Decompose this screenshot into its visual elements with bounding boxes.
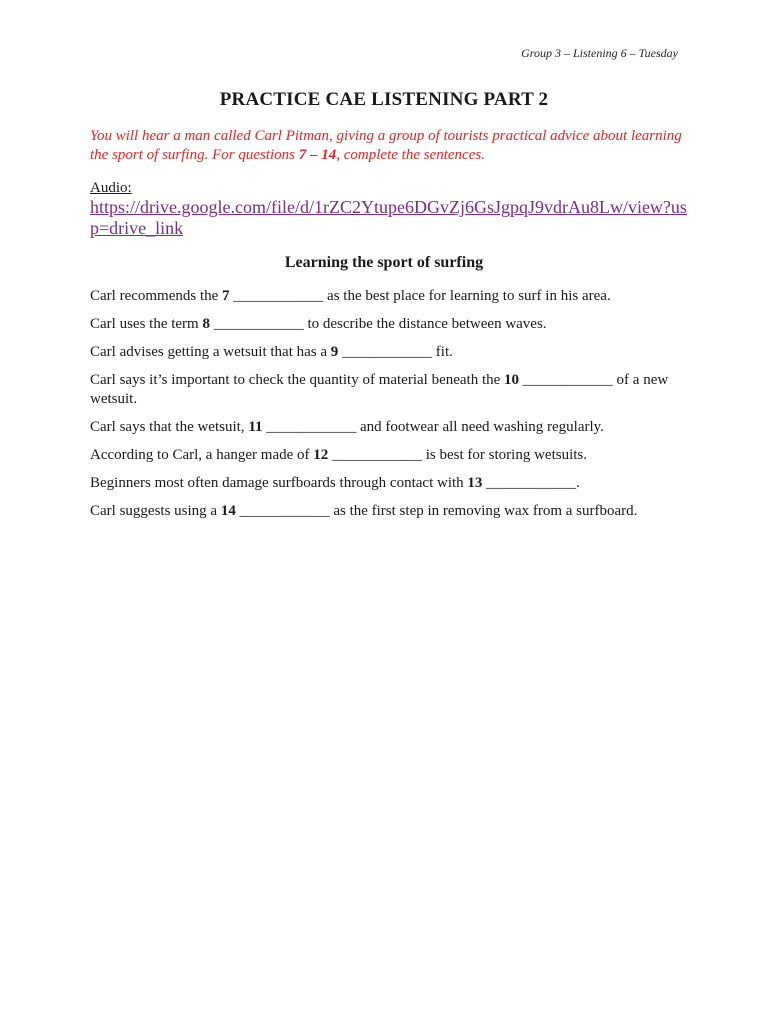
question-text: Carl advises getting a wetsuit that has a (90, 344, 331, 360)
question-text: Carl says that the wetsuit, (90, 419, 249, 435)
page-title: PRACTICE CAE LISTENING PART 2 (219, 89, 549, 110)
question-7 (90, 287, 690, 306)
question-text-end: fit. (435, 344, 453, 360)
question-9 (90, 343, 690, 362)
section-title: Learning the sport of surfing (284, 254, 484, 271)
question-text-end: is best for storing wetsuits. (425, 447, 587, 463)
question-13 (90, 474, 690, 493)
answer-blank: ____________ (262, 419, 360, 435)
answer-blank: ____________ (328, 447, 426, 463)
question-number: 10 (504, 372, 520, 388)
question-14 (90, 502, 690, 521)
question-text: According to Carl, a hanger made of (90, 447, 314, 463)
audio-label: Audio: (90, 180, 132, 196)
question-text: Beginners most often damage surfboards through contact with (90, 475, 468, 491)
question-text-end: . (576, 475, 580, 491)
question-text: Carl says it’s important to check the quantity of material beneath the (90, 372, 505, 388)
page-header: Group 3 – Listening 6 – Tuesday (521, 46, 678, 60)
question-8 (90, 315, 690, 334)
question-12 (90, 446, 690, 465)
question-text-end: as the first step in removing wax from a surfboard. (333, 503, 638, 519)
question-number: 12 (313, 447, 329, 463)
question-text-end: as the best place for learning to surf in his area. (327, 288, 611, 304)
question-11 (90, 418, 690, 437)
answer-blank: ____________ (338, 344, 436, 360)
question-text-end: to describe the distance between waves. (307, 316, 547, 332)
question-number: 8 (202, 316, 210, 332)
question-number: 11 (248, 419, 263, 435)
answer-blank: ____________ (209, 316, 308, 332)
question-text-end: of a new wetsuit. (90, 372, 669, 407)
answer-blank: ____________ (519, 372, 617, 388)
question-number: 7 (222, 288, 230, 304)
question-text: Carl recommends the (90, 288, 223, 304)
answer-blank: ____________ (235, 503, 334, 519)
instructions-text: You will hear a man called Carl Pitman, giving a group of tourists practical advice about learning the sport of surfing. For questions (90, 128, 682, 163)
audio-link[interactable]: https://drive.google.com/file/d/1rZC2Ytupe6DGvZj6GsJgpqJ9vdrAu8Lw/view?usp=drive_link (90, 197, 687, 238)
question-text: Carl suggests using a (90, 503, 221, 519)
question-number: 9 (330, 344, 339, 360)
question-range: 7 – 14 (298, 147, 337, 163)
answer-blank: ____________ (229, 288, 328, 304)
instructions (90, 127, 690, 165)
question-10 (90, 371, 690, 409)
question-number: 14 (220, 503, 236, 519)
answer-blank: ____________ (482, 475, 577, 491)
question-number: 13 (467, 475, 483, 491)
instructions-text-end: , complete the sentences. (336, 147, 485, 163)
question-text: Carl uses the term (90, 316, 203, 332)
question-list (90, 287, 690, 530)
question-text-end: and footwear all need washing regularly. (360, 419, 604, 435)
